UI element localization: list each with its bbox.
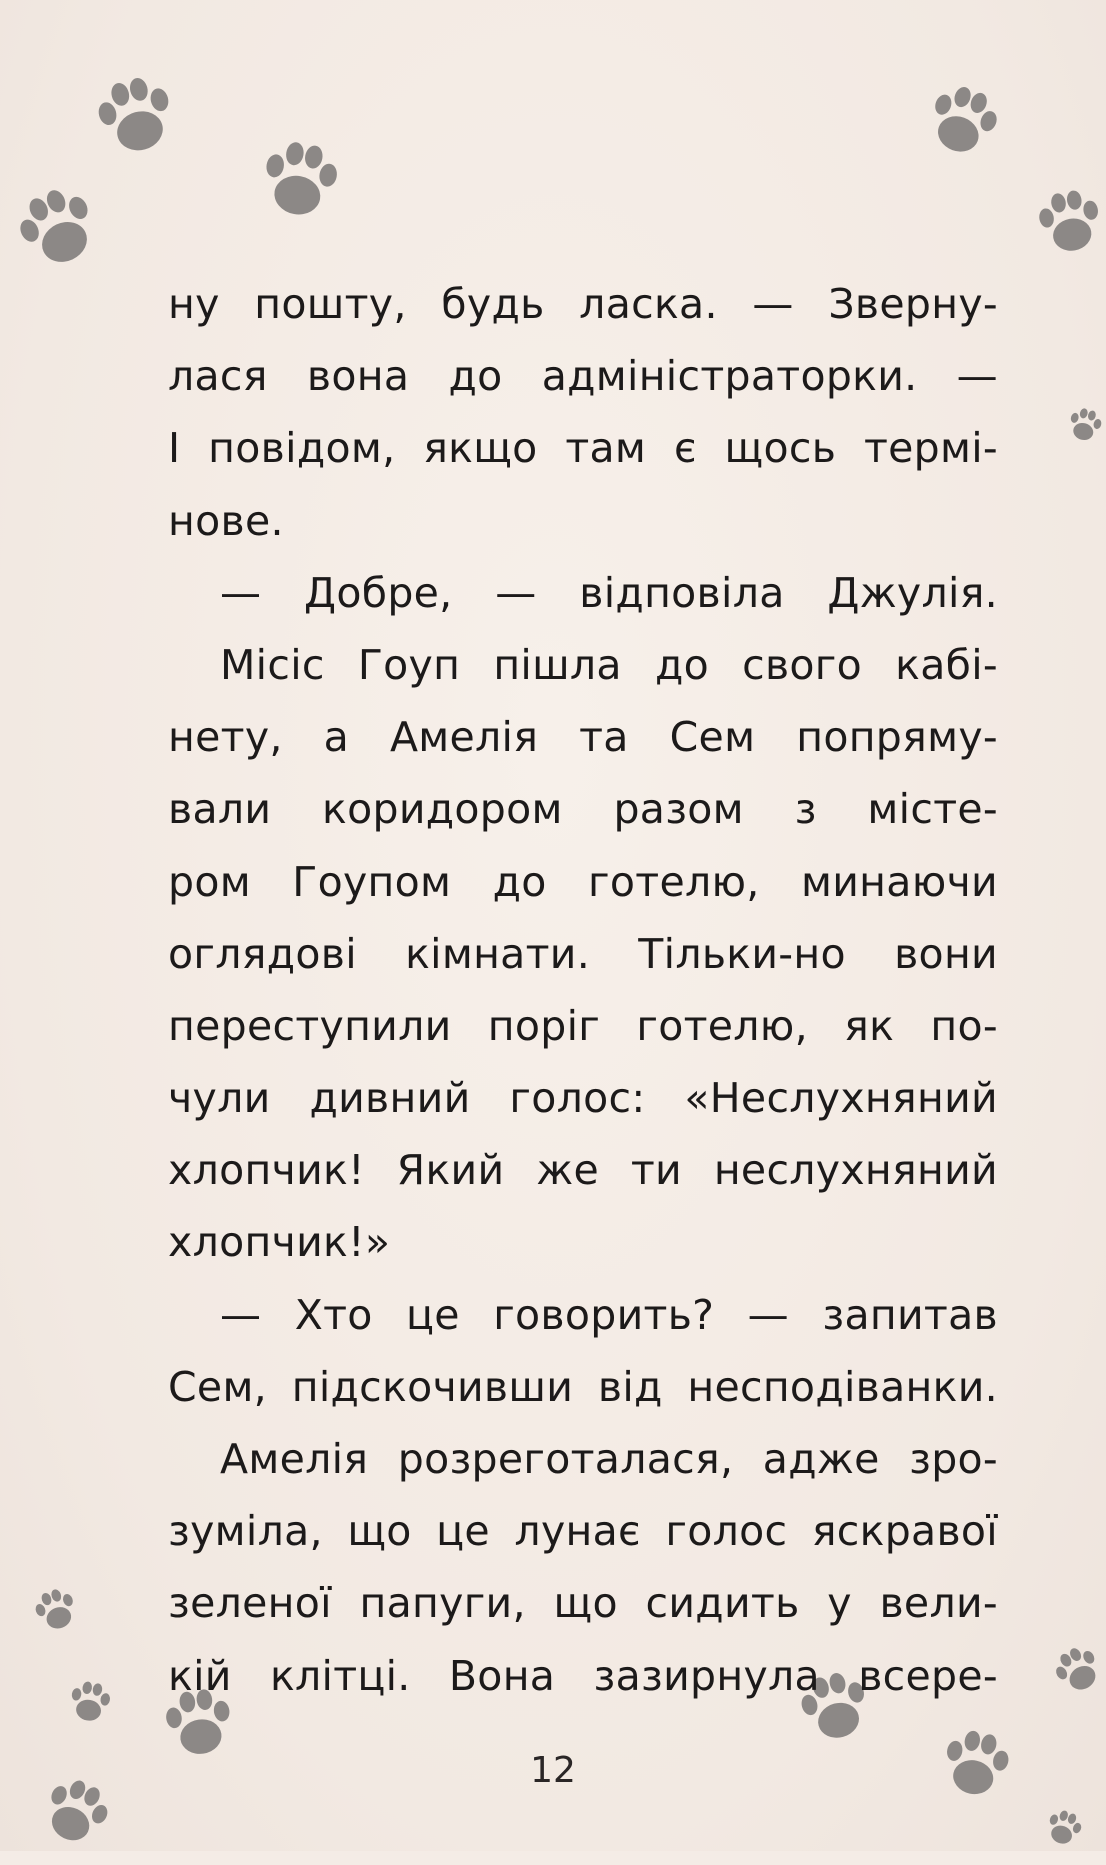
page-number: 12 xyxy=(530,1750,576,1791)
paw-print-icon xyxy=(1034,1621,1106,1718)
paw-print-icon xyxy=(1024,176,1106,269)
paw-print-icon xyxy=(60,1672,120,1732)
text-line: вали коридором разом з містe- xyxy=(168,785,998,834)
text-line: чули дивний голос: «Неслухняний xyxy=(168,1074,998,1123)
text-line: хлопчик! Який же ти неслухняний xyxy=(168,1146,998,1195)
paw-print-icon xyxy=(23,1577,90,1644)
paw-print-icon xyxy=(1059,399,1106,450)
text-line: нету, а Амелія та Сем попряму- xyxy=(168,713,998,762)
text-line: Місіс Гоуп пішла до свого кабі- xyxy=(220,640,998,689)
paw-print-icon xyxy=(1028,1797,1099,1859)
text-line: лася вона до адміністраторки. — xyxy=(168,352,998,401)
text-line: нове. xyxy=(168,496,284,545)
text-line: — Хто це говорить? — запитав xyxy=(220,1290,998,1339)
text-line: Сем, підскочивши від несподіванки. xyxy=(168,1362,998,1411)
body-text xyxy=(168,268,998,1712)
text-line: зуміла, що це лунає голос яскравої xyxy=(168,1507,998,1556)
text-line: кій клітці. Вона зазирнула всере- xyxy=(168,1651,998,1700)
paw-print-icon xyxy=(908,66,1018,176)
text-line: Амелія розреготалася, адже зро- xyxy=(220,1435,998,1483)
text-line: ну пошту, будь ласка. — Зверну- xyxy=(168,280,998,328)
paw-print-icon xyxy=(77,57,195,175)
paw-print-icon xyxy=(0,164,122,292)
paw-print-icon xyxy=(244,124,355,235)
text-line: хлопчик!» xyxy=(168,1218,391,1267)
text-line: І повідом, якщо там є щось термі- xyxy=(168,424,998,473)
text-line: — Добре, — відповіла Джулія. xyxy=(220,568,998,617)
text-line: ром Гоупом до готелю, минаючи xyxy=(168,857,998,906)
text-line: зеленої папуги, що сидить у вели- xyxy=(168,1579,998,1628)
text-line: оглядові кімнати. Тільки-но вони xyxy=(168,929,998,978)
text-line: переступили поріг готелю, як по- xyxy=(168,1001,998,1050)
